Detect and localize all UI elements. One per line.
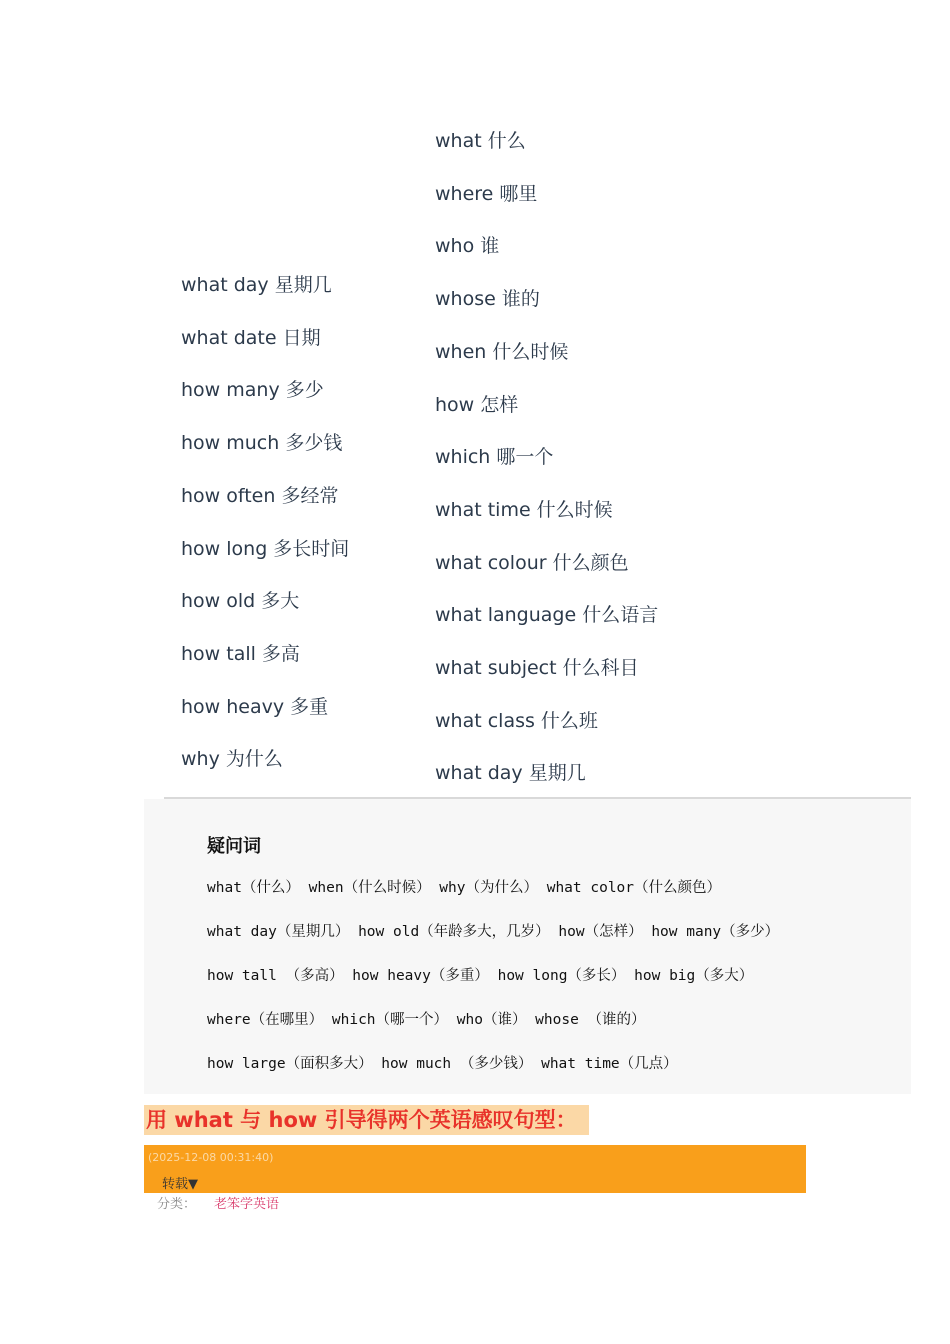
word-entry: who 谁 [435,235,500,258]
word-entry: how 怎样 [435,393,519,416]
word-entry: how heavy 多重 [181,695,329,718]
word-entry: how many 多少 [181,379,324,402]
word-entry: what class 什么班 [435,709,598,732]
word-entry: what colour 什么颜色 [435,551,629,574]
post-category [157,1193,279,1212]
word-entry: what language 什么语言 [435,604,659,627]
word-entry: when 什么时候 [435,340,569,363]
question-words-line: where（在哪里） which（哪一个） who（谁） whose （谁的） [207,1012,646,1028]
question-words-line: how large（面积多大） how much （多少钱） what time（几点） [207,1056,678,1072]
word-entry: whose 谁的 [435,288,540,311]
question-words-line: what（什么） when（什么时候） why（为什么） what color（什么颜色） [207,880,722,896]
question-words-line: what day（星期几） how old（年龄多大，几岁） how（怎样） how many（多少） [207,924,780,940]
word-entry: which 哪一个 [435,446,554,469]
word-entry: what time 什么时候 [435,498,613,521]
word-entry: what date 日期 [181,326,321,349]
word-entry: how long 多长时间 [181,537,350,560]
word-entry: how often 多经常 [181,484,339,507]
category-link[interactable]: 老笨学英语 [214,1197,280,1212]
word-entry: where 哪里 [435,182,538,205]
reprint-dropdown-button[interactable]: 转载▼ [162,1177,198,1192]
question-words-title: 疑问词 [207,836,261,857]
word-entry: how old 多大 [181,590,300,613]
post-timestamp: (2025-12-08 00:31:40) [148,1151,274,1164]
word-entry: what subject 什么科目 [435,657,639,679]
word-entry: what day 星期几 [435,762,586,785]
word-entry: how tall 多高 [181,642,300,665]
word-entry: how much 多少钱 [181,432,343,455]
article-headline: 用 what 与 how 引导得两个英语感叹句型： [144,1105,589,1135]
word-entry: what 什么 [435,130,526,152]
post-meta-bar [144,1145,806,1193]
word-entry: what day 星期几 [181,274,332,296]
category-label: 分类： [157,1197,197,1212]
question-words-line: how tall （多高） how heavy（多重） how long（多长） how big（多大） [207,968,754,984]
question-words-box [144,799,911,1094]
word-entry: why 为什么 [181,748,283,771]
